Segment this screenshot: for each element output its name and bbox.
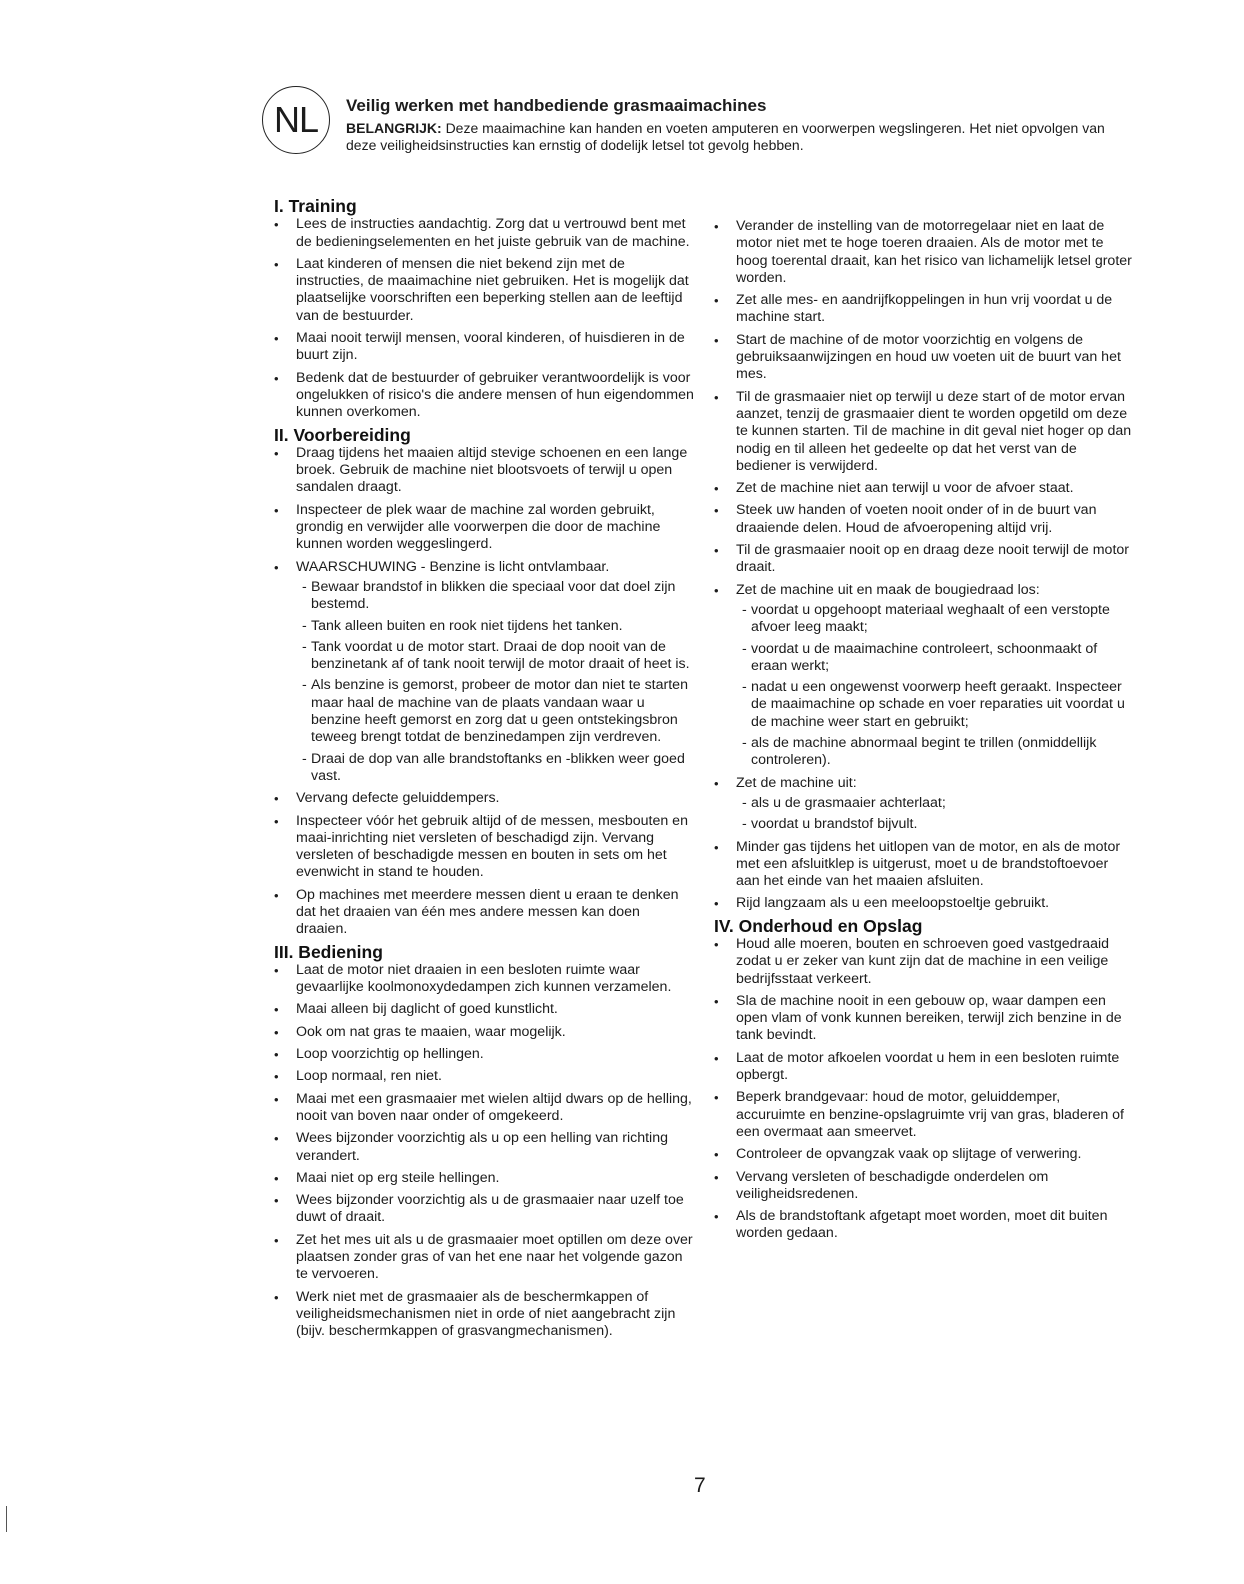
list-item: • Verander de instelling van de motorregelaar niet en laat de motor niet met te hoge toeren draaien. Als de motor met te hoog toerental draait, kan het risico van lichamelijk letsel groter worden. (714, 218, 1132, 287)
list-item: • Zet de machine niet aan terwijl u voor de afvoer staat. (714, 480, 1132, 497)
list-item: • Wees bijzonder voorzichtig als u de grasmaaier naar uzelf toe duwt of draait. (274, 1192, 694, 1227)
list-item: • Werk niet met de grasmaaier als de beschermkappen of veiligheidsmechanismen niet in orde of niet aangebracht zijn (bijv. beschermkappen of grasvangmechanismen). (274, 1289, 694, 1341)
list-item: • Op machines met meerdere messen dient u eraan te denken dat het draaien van één mes andere messen kan doen draaien. (274, 887, 694, 939)
list-item-warning (274, 559, 694, 786)
list-item: • Lees de instructies aandachtig. Zorg dat u vertrouwd bent met de bedieningselementen en het juiste gebruik van de machine. (274, 216, 694, 251)
list-item: • Zet het mes uit als u de grasmaaier moet optillen om deze over plaatsen zonder gras of van het ene naar het volgende gazon te vervoeren. (274, 1232, 694, 1284)
important-notice (346, 120, 1136, 154)
list-item: • Til de grasmaaier niet op terwijl u deze start of de motor ervan aanzet, tenzij de grasmaaier dient te worden opgetild om deze te kunnen starten. Til de machine in dit geval niet hoger op dan nodig en til alleen het gedeelte op dat het verst van de bediener is verwijderd. (714, 389, 1132, 475)
list-item: • Zet alle mes- en aandrijfkoppelingen in hun vrij voordat u de machine start. (714, 292, 1132, 327)
left-column (274, 196, 694, 1346)
page-number: 7 (694, 1474, 706, 1497)
important-label: BELANGRIJK: (346, 120, 442, 136)
sub-item: - voordat u brandstof bijvult. (742, 816, 1132, 833)
important-text: Deze maaimachine kan handen en voeten amputeren en voorwerpen wegslingeren. Het niet opvolgen van deze veiligheidsinstructies kan ernstig of dodelijk letsel tot gevolg hebben. (346, 120, 1105, 153)
section-title-onderhoud: IV. Onderhoud en Opslag (714, 915, 923, 936)
list-item: • Laat de motor afkoelen voordat u hem in een besloten ruimte opbergt. (714, 1050, 1132, 1085)
sub-item: - Tank alleen buiten en rook niet tijdens het tanken. (302, 618, 694, 635)
page-title: Veilig werken met handbediende grasmaaimachines (346, 96, 767, 115)
sub-item: - voordat u opgehoopt materiaal weghaalt of een verstopte afvoer leeg maakt; (742, 602, 1132, 637)
sub-item: - als u de grasmaaier achterlaat; (742, 795, 1132, 812)
list-item: • Bedenk dat de bestuurder of gebruiker verantwoordelijk is voor ongelukken of risico's die andere mensen of hun eigendommen kunnen overkomen. (274, 370, 694, 422)
list-item: • Start de machine of de motor voorzichtig en volgens de gebruiksaanwijzingen en houd uw voeten uit de buurt van het mes. (714, 332, 1132, 384)
bediening-list (274, 962, 694, 1341)
sub-item: - Als benzine is gemorst, probeer de motor dan niet te starten maar haal de machine van de plaats vandaan waar u benzine heeft gemorst en zorg dat u geen ontstekingsbron teweeg brengt totdat de benzinedampen zijn verdreven. (302, 677, 694, 746)
onderhoud-list (714, 936, 1132, 1243)
sub-item: - voordat u de maaimachine controleert, schoonmaakt of eraan werkt; (742, 641, 1132, 676)
list-item: • Inspecteer vóór het gebruik altijd of de messen, mesbouten en maai-inrichting niet versleten of beschadigd zijn. Vervang versleten of beschadigde messen en bouten in sets om het evenwicht in stand te houden. (274, 813, 694, 882)
sub-item: - Draai de dop van alle brandstoftanks en -blikken weer goed vast. (302, 751, 694, 786)
list-item: • Als de brandstoftank afgetapt moet worden, moet dit buiten worden gedaan. (714, 1208, 1132, 1243)
sub-item: - Bewaar brandstof in blikken die speciaal voor dat doel zijn bestemd. (302, 579, 694, 614)
list-item: • Maai nooit terwijl mensen, vooral kinderen, of huisdieren in de buurt zijn. (274, 330, 694, 365)
list-item: • Wees bijzonder voorzichtig als u op een helling van richting verandert. (274, 1130, 694, 1165)
list-item: • Maai alleen bij daglicht of goed kunstlicht. (274, 1001, 694, 1018)
list-item: • Loop normaal, ren niet. (274, 1068, 694, 1085)
list-item: • Loop voorzichtig op hellingen. (274, 1046, 694, 1063)
stop-sublist (742, 795, 1132, 834)
list-item: • Sla de machine nooit in een gebouw op, waar dampen een open vlam of vonk kunnen bereiken, terwijl zich benzine in de tank bevindt. (714, 993, 1132, 1045)
bougie-sublist (742, 602, 1132, 770)
list-item: • Rijd langzaam als u een meeloopstoeltje gebruikt. (714, 895, 1132, 912)
list-item: • Minder gas tijdens het uitlopen van de motor, en als de motor met een afsluitklep is uitgerust, moet u de brandstoftoevoer aan het einde van het maaien afsluiten. (714, 839, 1132, 891)
sub-item: - nadat u een ongewenst voorwerp heeft geraakt. Inspecteer de maaimachine op schade en voer reparaties uit voordat u de machine weer start en gebruikt; (742, 679, 1132, 731)
list-item: • Houd alle moeren, bouten en schroeven goed vastgedraaid zodat u er zeker van kunt zijn dat de machine in een veilige bedrijfsstaat verkeert. (714, 936, 1132, 988)
list-item: • Draag tijdens het maaien altijd stevige schoenen en een lange broek. Gebruik de machine niet blootsvoets of terwijl u open sandalen draagt. (274, 445, 694, 497)
list-item: • Vervang versleten of beschadigde onderdelen om veiligheidsredenen. (714, 1169, 1132, 1204)
list-item: • Maai niet op erg steile hellingen. (274, 1170, 694, 1187)
list-item: • Ook om nat gras te maaien, waar mogelijk. (274, 1024, 694, 1041)
nl-badge-label: NL (273, 99, 319, 140)
list-item-bougie (714, 582, 1132, 770)
training-list (274, 216, 694, 421)
list-item-stop (714, 775, 1132, 834)
section-title-voorbereiding: II. Voorbereiding (274, 424, 411, 445)
bougie-text: Zet de machine uit en maak de bougiedraad los: (736, 581, 1040, 598)
warning-sublist (302, 579, 694, 785)
list-item: • Inspecteer de plek waar de machine zal worden gebruikt, grondig en verwijder alle voorwerpen die door de machine kunnen worden weggeslingerd. (274, 502, 694, 554)
section-title-bediening: III. Bediening (274, 941, 383, 962)
sub-item: - Tank voordat u de motor start. Draai de dop nooit van de benzinetank af of tank nooit terwijl de motor draait of heet is. (302, 639, 694, 674)
nl-language-badge (262, 86, 330, 154)
page-header (346, 96, 1136, 154)
margin-mark (6, 1506, 7, 1532)
list-item: • Vervang defecte geluiddempers. (274, 790, 694, 807)
list-item: • Maai met een grasmaaier met wielen altijd dwars op de helling, nooit van boven naar onder of omgekeerd. (274, 1091, 694, 1126)
list-item: • Til de grasmaaier nooit op en draag deze nooit terwijl de motor draait. (714, 542, 1132, 577)
list-item: • Laat kinderen of mensen die niet bekend zijn met de instructies, de maaimachine niet gebruiken. Het is mogelijk dat plaatselijke voorschriften een beperking stellen aan de leeftijd van de bestuurder. (274, 256, 694, 325)
list-item: • Steek uw handen of voeten nooit onder of in de buurt van draaiende delen. Houd de afvoeropening altijd vrij. (714, 502, 1132, 537)
list-item: • Laat de motor niet draaien in een besloten ruimte waar gevaarlijke koolmonoxydedampen zich kunnen verzamelen. (274, 962, 694, 997)
list-item: • Beperk brandgevaar: houd de motor, geluiddemper, accuruimte en benzine-opslagruimte vrij van gras, bladeren of een overmaat aan smeervet. (714, 1089, 1132, 1141)
section-title-training: I. Training (274, 196, 357, 216)
warning-text: WAARSCHUWING - Benzine is licht ontvlambaar. (296, 558, 610, 575)
stop-text: Zet de machine uit: (736, 774, 857, 791)
voorbereiding-list (274, 445, 694, 939)
right-column (714, 218, 1132, 1248)
list-item: • Controleer de opvangzak vaak op slijtage of verwering. (714, 1146, 1132, 1163)
bediening-list-continued (714, 218, 1132, 913)
sub-item: - als de machine abnormaal begint te trillen (onmiddellijk controleren). (742, 735, 1132, 770)
